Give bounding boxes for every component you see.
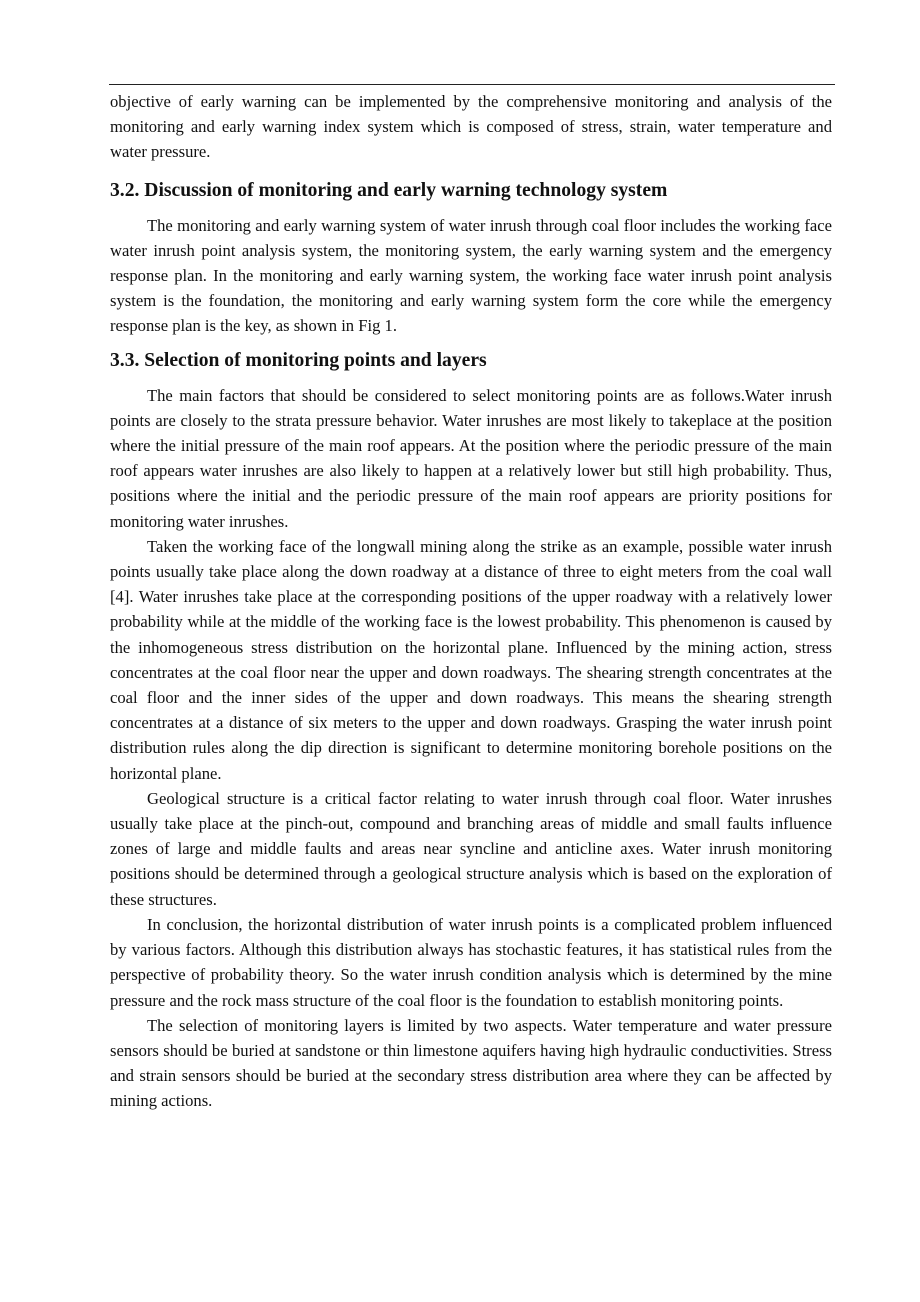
paragraph: Taken the working face of the longwall mining along the strike as an example, possible water inrush points usually take place along the down roadway at a distance of three to eight meters from the coal wall [4]. Water inrushes take place at the corresponding positions of the upper roadway with a relatively lower probability while at the middle of the working face is the lowest probability. This phenomenon is caused by the inhomogeneous stress distribution on the horizontal plane. Influenced by the mining action, stress concentrates at the coal floor near the upper and down roadways. The shearing strength concentrates at the coal floor and the inner sides of the upper and down roadways. This means the shearing strength concentrates at a distance of six meters to the upper and down roadways. Grasping the water inrush point distribution rules along the dip direction is significant to determine monitoring borehole positions on the horizontal plane. xyxy=(110,536,832,783)
header-rule xyxy=(109,84,835,85)
section-heading-3-3: 3.3. Selection of monitoring points and layers xyxy=(110,349,487,371)
paragraph-continued: objective of early warning can be implemented by the comprehensive monitoring and analysis of the monitoring and early warning index system which is composed of stress, strain, water temperature and water pressure. xyxy=(110,92,832,162)
page-body xyxy=(110,89,832,1114)
section-heading-3-2: 3.2. Discussion of monitoring and early warning technology system xyxy=(110,179,668,201)
paragraph: The selection of monitoring layers is limited by two aspects. Water temperature and water pressure sensors should be buried at sandstone or thin limestone aquifers having high hydraulic conductivities. Stress and strain sensors should be buried at the secondary stress distribution area where they can be affected by mining actions. xyxy=(110,1015,832,1111)
paragraph: Geological structure is a critical factor relating to water inrush through coal floor. Water inrushes usually take place at the pinch-out, compound and branching areas of middle and small faults influence zones of large and middle faults and areas near syncline and anticline axes. Water inrush monitoring positions should be determined through a geological structure analysis which is based on the exploration of these structures. xyxy=(110,788,832,909)
paragraph: The main factors that should be considered to select monitoring points are as follows.Water inrush points are closely to the strata pressure behavior. Water inrushes are most likely to takeplace at the position where the initial pressure of the main roof appears. At the position where the periodic pressure of the main roof appears water inrushes are also likely to happen at a relatively lower but still high probability. Thus, positions where the initial and the periodic pressure of the main roof appears are priority positions for monitoring water inrushes. xyxy=(110,385,832,531)
paragraph: In conclusion, the horizontal distribution of water inrush points is a complicated problem influenced by various factors. Although this distribution always has stochastic features, it has statistical rules from the perspective of probability theory. So the water inrush condition analysis which is determined by the mine pressure and the rock mass structure of the coal floor is the foundation to establish monitoring points. xyxy=(110,914,832,1010)
paragraph: The monitoring and early warning system of water inrush through coal floor includes the working face water inrush point analysis system, the monitoring system, the early warning system and the emergency response plan. In the monitoring and early warning system, the working face water inrush point analysis system is the foundation, the monitoring and early warning system form the core while the emergency response plan is the key, as shown in Fig 1. xyxy=(110,215,832,336)
